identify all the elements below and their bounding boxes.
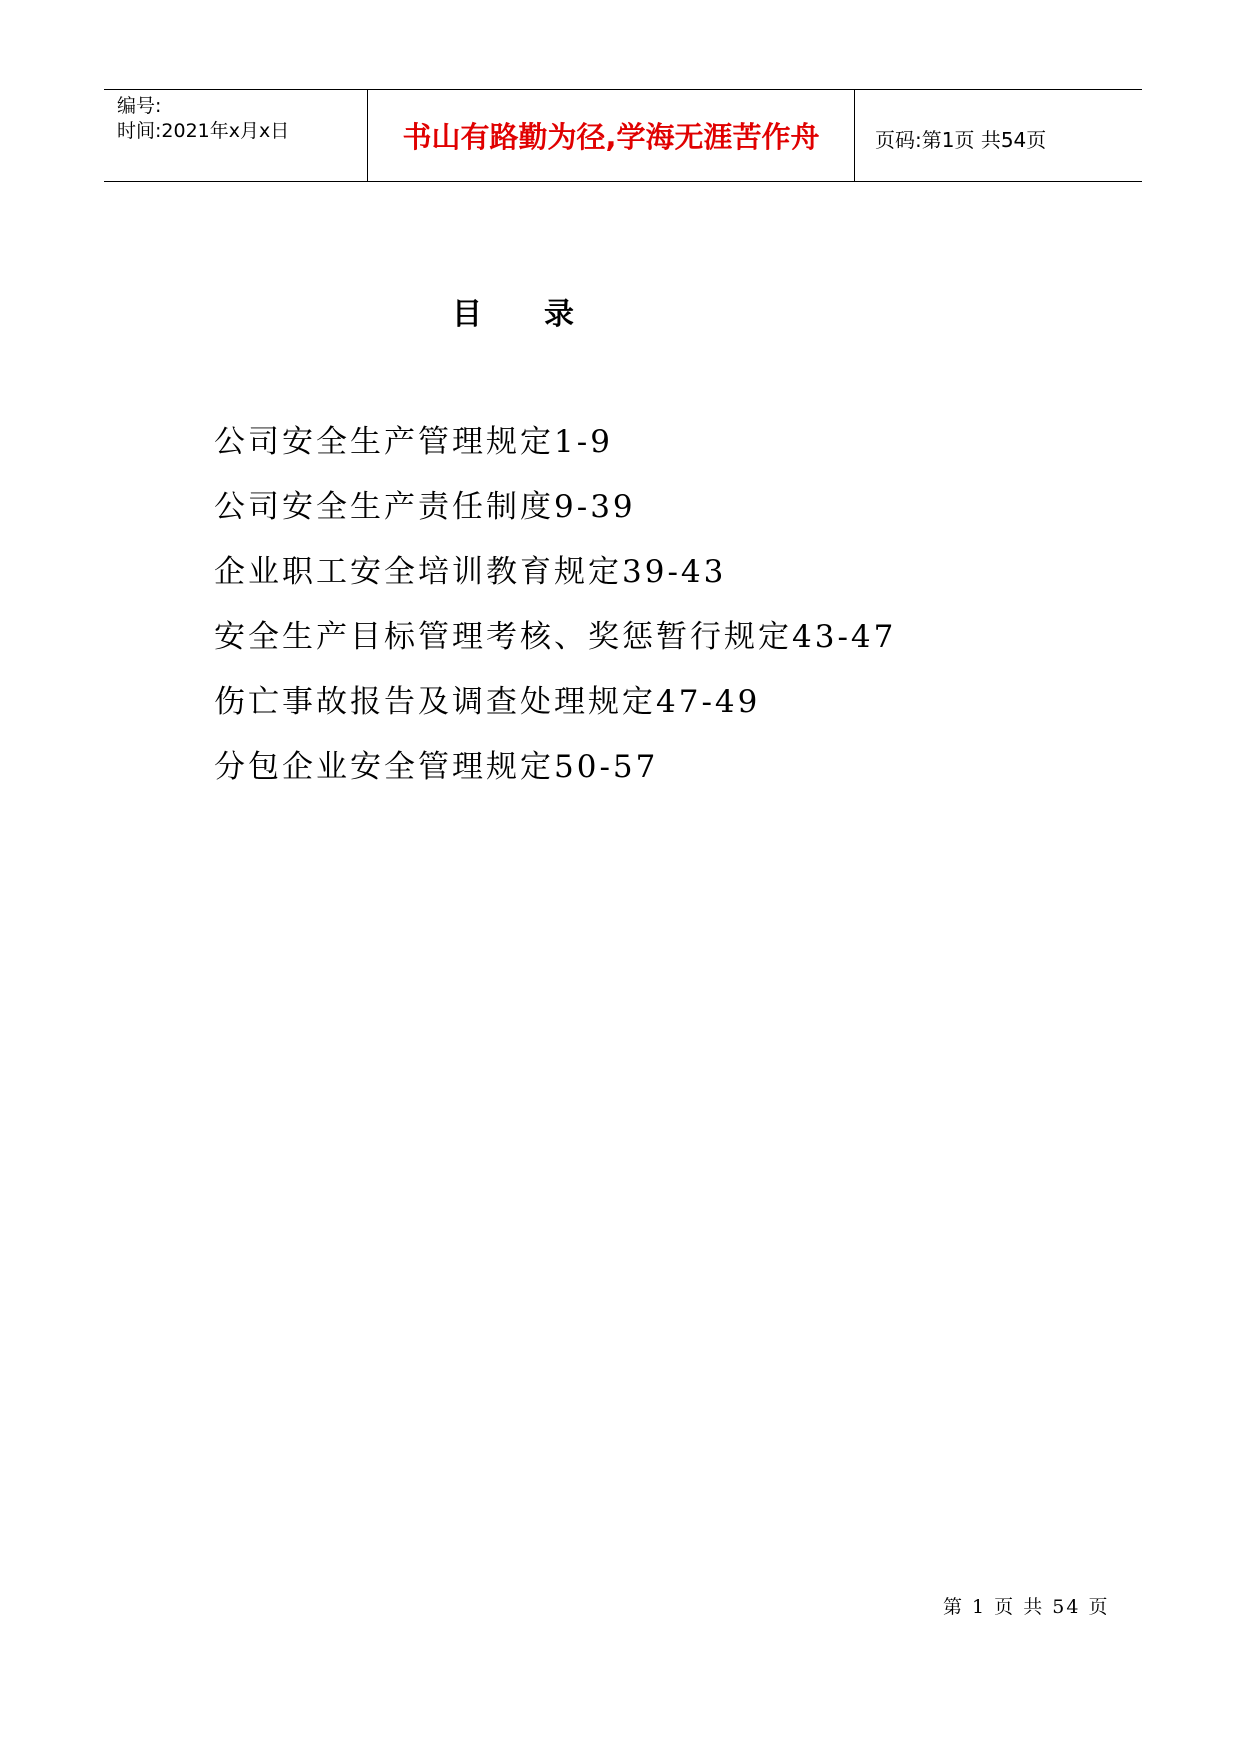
table-of-contents (214, 418, 896, 808)
document-time-label: 时间:2021年x月x日 (117, 120, 290, 142)
toc-item: 公司安全生产管理规定1-9 (214, 424, 613, 460)
page-footer-number: 第 1 页 共 54 页 (943, 1596, 1110, 1618)
toc-item: 分包企业安全管理规定50-57 (214, 749, 659, 785)
title-part-1: 目 (452, 297, 482, 332)
document-header (104, 89, 1142, 182)
toc-item: 伤亡事故报告及调查处理规定47-49 (214, 684, 761, 720)
header-page-cell (855, 90, 1142, 181)
document-number-label: 编号: (117, 95, 162, 117)
title-part-2: 录 (544, 297, 574, 332)
header-motto-cell (368, 90, 855, 181)
page-title (452, 289, 574, 333)
toc-item: 公司安全生产责任制度9-39 (214, 489, 636, 525)
toc-item: 企业职工安全培训教育规定39-43 (214, 554, 727, 590)
toc-item: 安全生产目标管理考核、奖惩暂行规定43-47 (214, 619, 897, 655)
header-motto: 书山有路勤为径,学海无涯苦作舟 (402, 120, 820, 154)
header-page-info: 页码:第1页 共54页 (875, 128, 1047, 152)
header-meta-cell (104, 90, 368, 181)
